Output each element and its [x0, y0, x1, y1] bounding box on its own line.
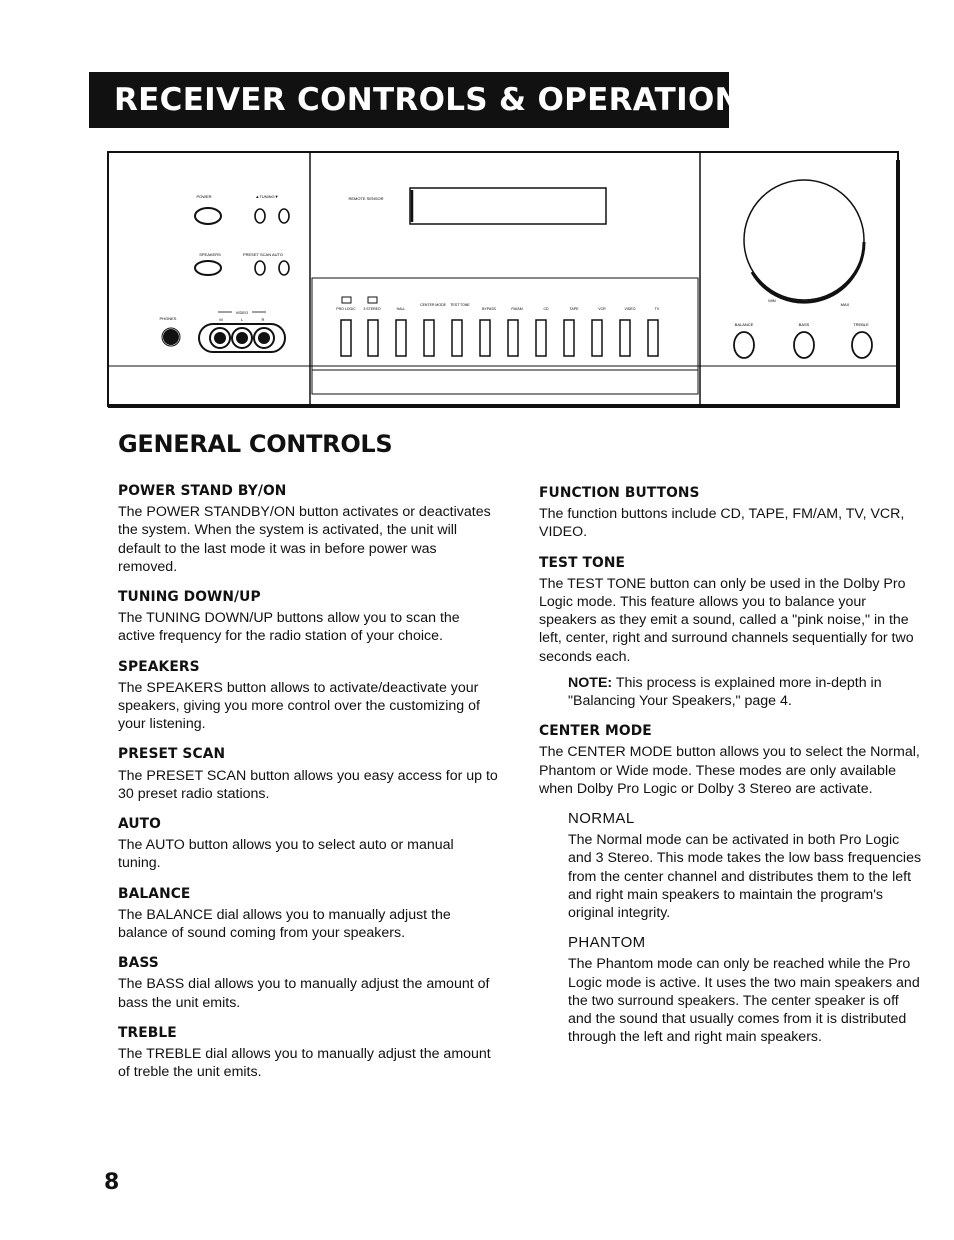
fmam-button[interactable] [508, 320, 518, 356]
3-stereo-label: 3 STEREO [363, 307, 381, 311]
receiver-front-panel-diagram [104, 150, 904, 412]
volume-min-label: MIN [768, 298, 776, 303]
speakers-section [118, 658, 498, 734]
note-text: This process is explained more in-depth in "Balancing Your Speakers," page 4. [568, 674, 882, 710]
hall-label: HALL [396, 307, 406, 311]
treble-section [118, 1024, 498, 1082]
right-column [539, 484, 924, 1058]
volume-knob[interactable] [744, 180, 864, 300]
section-heading: CENTER MODE [539, 723, 652, 740]
cd-label: CD [543, 307, 549, 311]
speakers-button[interactable] [195, 261, 221, 275]
tape-button[interactable] [564, 320, 574, 356]
section-title: GENERAL CONTROLS [118, 430, 393, 458]
volume-max-label: MAX [840, 302, 850, 307]
section-text: The SPEAKERS button allows to activate/deactivate your speakers, giving you more control over the customizing of your listening. [118, 679, 480, 733]
note-label: NOTE: [568, 674, 613, 691]
section-text: The TREBLE dial allows you to manually adjust the amount of treble the unit emits. [118, 1046, 491, 1081]
section-text: The CENTER MODE button allows you to select the Normal, Phantom or Wide mode. These modes are only available when Dolby Pro Logic or Dolby 3 Stereo are activate. [539, 744, 920, 797]
cd-button[interactable] [536, 320, 546, 356]
note [568, 674, 924, 710]
section-text: The POWER STANDBY/ON button activates or deactivates the system. When the system is activated, the unit will default to the last mode it was in before power was removed. [118, 504, 491, 575]
subsection-heading: PHANTOM [568, 934, 646, 952]
phones-jack-icon[interactable] [164, 330, 178, 344]
video-label: VIDEO [235, 310, 249, 315]
section-heading: BASS [118, 955, 159, 972]
tuning-down-button[interactable] [255, 209, 265, 223]
preset-scan-section [118, 745, 498, 803]
subsection-text: The Phantom mode can only be reached while the Pro Logic mode is active. It uses the two main speakers and the two surround speakers. The center speaker is off and the sound that usually comes from it is distributed through the left and right main speakers. [568, 956, 920, 1046]
section-text: The BASS dial allows you to manually adjust the amount of bass the unit emits. [118, 976, 490, 1011]
section-heading: POWER STAND BY/ON [118, 483, 287, 499]
section-heading: PRESET SCAN [118, 746, 226, 763]
bass-label: BASS [798, 322, 810, 327]
bypass-button[interactable] [480, 320, 490, 356]
l-label: L [240, 317, 244, 322]
subsection-text: The Normal mode can be activated in both Pro Logic and 3 Stereo. This mode takes the low bass frequencies from the center channel and distributes them to the left and right main speakers to maintain the program's original integrity. [568, 832, 922, 922]
bass-dial[interactable] [794, 332, 814, 358]
subsection-heading: NORMAL [568, 810, 635, 828]
treble-dial[interactable] [852, 332, 872, 358]
pro-logic-label: PRO LOGIC [336, 307, 356, 311]
balance-dial[interactable] [734, 332, 754, 358]
bypass-label: BYPASS [482, 307, 496, 311]
test-tone-section [539, 554, 924, 711]
preset-scan-button[interactable] [255, 261, 265, 275]
banner-title: RECEIVER CONTROLS & OPERATIONS [89, 72, 729, 128]
balance-label: BALANCE [734, 322, 754, 327]
function-buttons [341, 320, 658, 356]
vcr-label: VCR [598, 307, 606, 311]
video-button[interactable] [620, 320, 630, 356]
video-button-label: VIDEO [624, 307, 636, 311]
section-heading: TREBLE [118, 1024, 177, 1041]
balance-section [118, 885, 498, 943]
3-stereo-button[interactable] [368, 320, 378, 356]
bass-section [118, 954, 498, 1012]
speakers-label: SPEAKERS [199, 252, 221, 257]
section-text: The BALANCE dial allows you to manually adjust the balance of sound coming from your speakers. [118, 906, 451, 942]
section-text: The PRESET SCAN button allows you easy access for up to 30 preset radio stations. [118, 767, 498, 802]
section-heading: AUTO [118, 816, 161, 833]
fmam-label: FM/AM [511, 307, 523, 311]
function-buttons-section [539, 484, 924, 542]
section-text: The TEST TONE button can only be used in the Dolby Pro Logic mode. This feature allows you to balance your speakers as they emit a sound, called a "pink noise," in the left, center, right and surround channels sequentially for two seconds each. [539, 575, 914, 665]
center-mode-label: CENTER MODE [420, 303, 446, 307]
tuning-section [118, 588, 498, 646]
tuning-up-button[interactable] [279, 209, 289, 223]
pro-logic-button[interactable] [341, 320, 351, 356]
phones-label: PHONES [159, 316, 177, 321]
section-text: The TUNING DOWN/UP buttons allow you to scan the active frequency for the radio station of your choice. [118, 610, 460, 645]
r-label: R [261, 317, 265, 322]
power-label: POWER [196, 194, 212, 199]
test-tone-label: TEST TONE [450, 303, 470, 307]
center-mode-section [539, 722, 924, 798]
power-standby-section [118, 482, 498, 576]
auto-section [118, 815, 498, 873]
test-tone-button[interactable] [452, 320, 462, 356]
power-button[interactable] [195, 208, 221, 224]
tv-button[interactable] [648, 320, 658, 356]
tv-label: TV [654, 307, 660, 311]
preset-scan-auto-label: PRESET SCAN AUTO [242, 252, 284, 257]
auto-button[interactable] [279, 261, 289, 275]
section-text: The AUTO button allows you to select auto or manual tuning. [118, 837, 454, 872]
section-text: The function buttons include CD, TAPE, FM/AM, TV, VCR, VIDEO. [539, 506, 905, 541]
section-heading: BALANCE [118, 885, 191, 902]
remote-sensor-label: REMOTE SENSOR [348, 196, 384, 201]
section-heading: FUNCTION BUTTONS [539, 485, 700, 501]
m-label: M [219, 317, 223, 322]
normal-mode-section [568, 810, 924, 922]
display-window [410, 188, 606, 224]
page-number: 8 [104, 1170, 120, 1195]
left-column [118, 482, 498, 1093]
tape-label: TAPE [569, 307, 579, 311]
section-heading: TEST TONE [539, 554, 625, 571]
phantom-mode-section [568, 934, 924, 1046]
section-heading: SPEAKERS [118, 658, 200, 675]
treble-label: TREBLE [853, 322, 869, 327]
tuning-label: ▲TUNING▼ [255, 194, 279, 199]
section-heading: TUNING DOWN/UP [118, 589, 261, 606]
center-mode-button[interactable] [424, 320, 434, 356]
hall-button[interactable] [396, 320, 406, 356]
vcr-button[interactable] [592, 320, 602, 356]
